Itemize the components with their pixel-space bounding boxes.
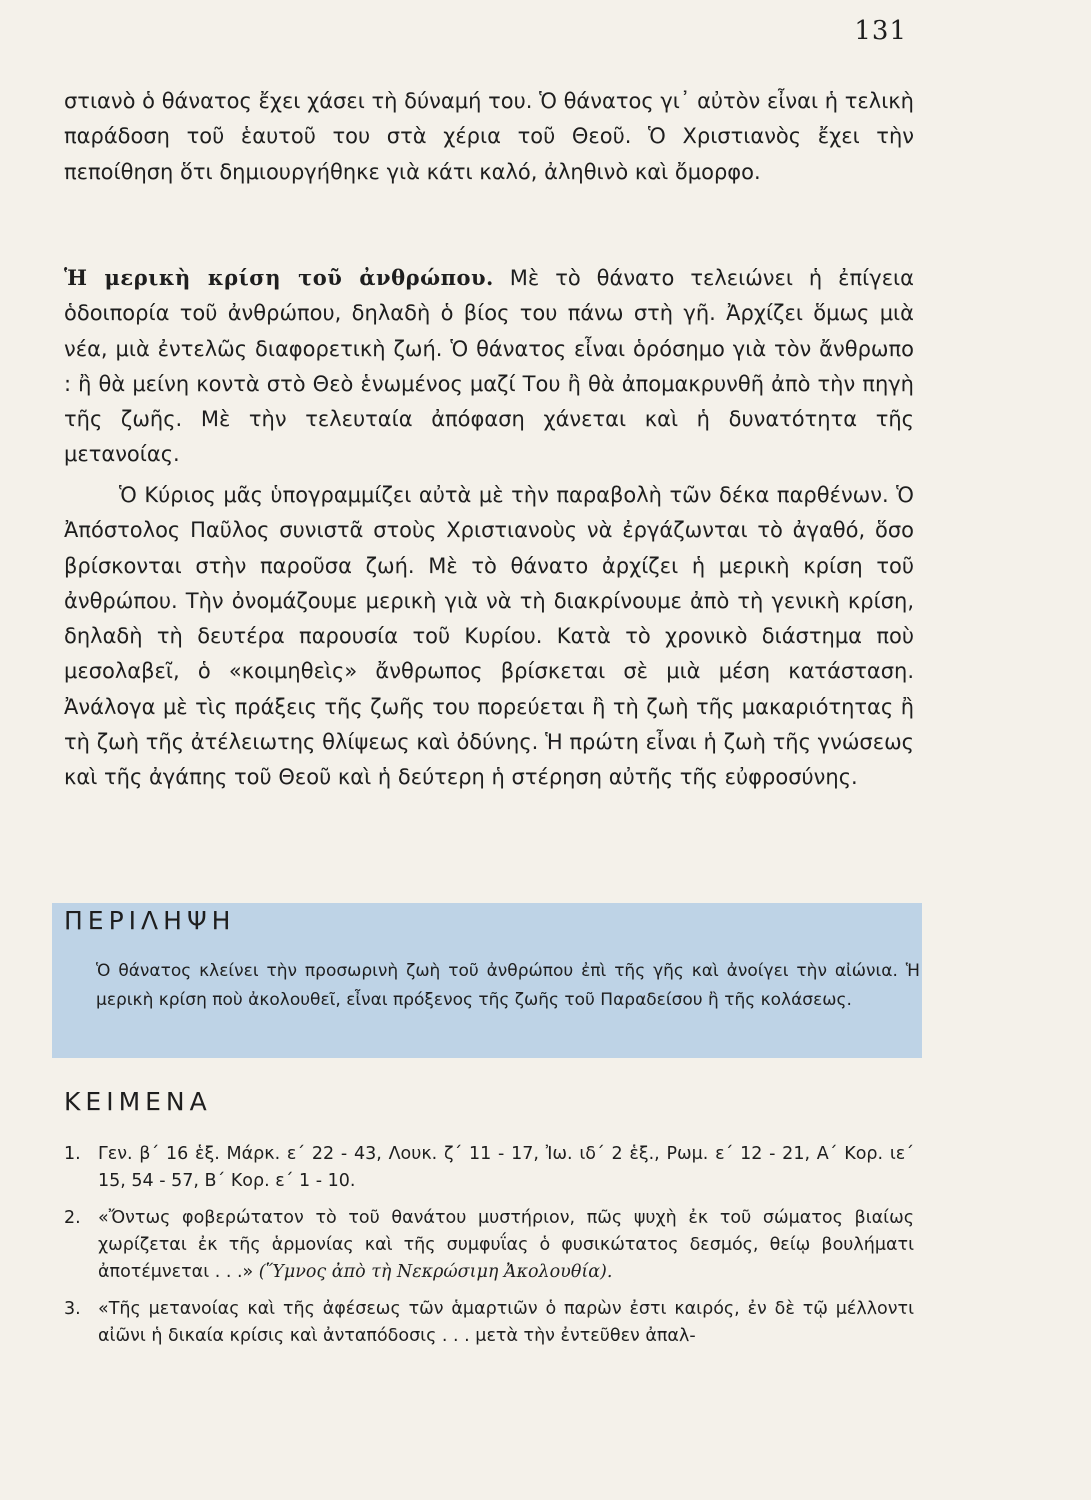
paragraph-2 bbox=[64, 260, 914, 473]
list-item-body: «Τῆς μετανοίας καὶ τῆς ἀφέσεως τῶν ἁμαρτιῶν ὁ παρὼν ἐστι καιρός, ἐν δὲ τῷ μέλλοντι αἰῶνι ἡ δικαία κρίσις καὶ ἀνταπόδοσις . . . μετὰ τὴν ἐντεῦθεν ἀπαλ- bbox=[98, 1299, 914, 1346]
texts-heading: ΚΕΙΜΕΝΑ bbox=[64, 1087, 212, 1116]
section-title-partial-judgment: Ἡ μερικὴ κρίση τοῦ ἀνθρώπου. bbox=[64, 265, 494, 290]
paragraph-1-text: στιανὸ ὁ θάνατος ἔχει χάσει τὴ δύναμή του. Ὁ θάνατος γι᾽ αὐτὸν εἶναι ἡ τελικὴ παράδοση τοῦ ἑαυτοῦ του στὰ χέρια τοῦ Θεοῦ. Ὁ Χριστιανὸς ἔχει τὴν πεποίθηση ὅτι δημιουργήθηκε γιὰ κάτι καλό, ἀληθινὸ καὶ ὄμορφο. bbox=[64, 89, 914, 184]
paragraph-3-text: Ὁ Κύριος μᾶς ὑπογραμμίζει αὐτὰ μὲ τὴν παραβολὴ τῶν δέκα παρθένων. Ὁ Ἀπόστολος Παῦλος συνιστᾶ στοὺς Χριστιανοὺς νὰ ἐργάζωνται τὸ ἀγαθό, ὅσο βρίσκονται στὴν παροῦσα ζωή. Μὲ τὸ θάνατο ἀρχίζει ἡ μερικὴ κρίση τοῦ ἀνθρώπου. Τὴν ὀνομάζουμε μερικὴ γιὰ νὰ τὴ διακρίνουμε ἀπὸ τὴ γενικὴ κρίση, δηλαδὴ τὴ δευτέρα παρουσία τοῦ Κυρίου. Κατὰ τὸ χρονικὸ διάστημα ποὺ μεσολαβεῖ, ὁ «κοιμηθεὶς» ἄνθρωπος βρίσκεται σὲ μιὰ μέση κατάσταση. Ἀνάλογα μὲ τὶς πράξεις τῆς ζωῆς του πορεύεται ἢ τὴ ζωὴ τῆς μακαριότητας ἢ τὴ ζωὴ τῆς ἀτέλειωτης θλίψεως καὶ ὀδύνης. Ἡ πρώτη εἶναι ἡ ζωὴ τῆς γνώσεως καὶ τῆς ἀγάπης τοῦ Θεοῦ καὶ ἡ δεύτερη ἡ στέρηση αὐτῆς τῆς εὐφροσύνης. bbox=[64, 483, 914, 790]
texts-list bbox=[64, 1141, 914, 1360]
page-number: 131 bbox=[854, 16, 907, 46]
list-item-body: Γεν. β΄ 16 ἑξ. Μάρκ. ε΄ 22 - 43, Λουκ. ζ΄ 11 - 17, Ἰω. ιδ΄ 2 ἑξ., Ρωμ. ε΄ 12 - 21, Α΄ Κορ. ιε΄ 15, 54 - 57, Β΄ Κορ. ε΄ 1 - 10. bbox=[98, 1144, 914, 1191]
list-item-number: 1. bbox=[64, 1144, 81, 1164]
paragraph-2-body: Μὲ τὸ θάνατο τελειώνει ἡ ἐπίγεια ὁδοιπορία τοῦ ἀνθρώπου, δηλαδὴ ὁ βίος του πάνω στὴ γῆ. Ἀρχίζει ὅμως μιὰ νέα, μιὰ ἐντελῶς διαφορετικὴ ζωή. Ὁ θάνατος εἶναι ὁρόσημο γιὰ τὸν ἄνθρωπο : ἢ θὰ μείνη κοντὰ στὸ Θεὸ ἑνωμένος μαζί Του ἢ θὰ ἀπομακρυνθῆ ἀπὸ τὴν πηγὴ τῆς ζωῆς. Μὲ τὴν τελευταία ἀπόφαση χάνεται καὶ ἡ δυνατότητα τῆς μετανοίας. bbox=[64, 266, 914, 467]
paragraph-3 bbox=[64, 478, 914, 796]
paragraph-2-text bbox=[64, 260, 914, 473]
list-item-number: 2. bbox=[64, 1208, 81, 1228]
list-item-body: «Ὄντως φοβερώτατον τὸ τοῦ θανάτου μυστήριον, πῶς ψυχὴ ἐκ τοῦ σώματος βιαίως χωρίζεται ἐκ τῆς ἁρμονίας καὶ τῆς συμφυΐας ὁ φυσικώτατος δεσμός, θείῳ βουλήματι ἀποτέμνεται . . .» bbox=[98, 1208, 914, 1282]
summary-text: Ὁ θάνατος κλείνει τὴν προσωρινὴ ζωὴ τοῦ ἀνθρώπου ἐπὶ τῆς γῆς καὶ ἀνοίγει τὴν αἰώνια. Ἡ μερικὴ κρίση ποὺ ἀκολουθεῖ, εἶναι πρόξενος τῆς ζωῆς τοῦ Παραδείσου ἢ τῆς κολάσεως. bbox=[96, 961, 920, 1010]
list-item bbox=[64, 1205, 914, 1286]
summary-heading: ΠΕΡΙΛΗΨΗ bbox=[64, 906, 236, 935]
list-item-text bbox=[98, 1296, 914, 1350]
list-item-text bbox=[98, 1141, 914, 1195]
list-item bbox=[64, 1141, 914, 1195]
list-item-source: (Ὕμνος ἀπὸ τὴ Νεκρώσιμη Ἀκολουθία). bbox=[258, 1262, 613, 1282]
paragraph-1 bbox=[64, 84, 914, 190]
list-item bbox=[64, 1296, 914, 1350]
list-item-number: 3. bbox=[64, 1299, 81, 1319]
list-item-text bbox=[98, 1205, 914, 1286]
